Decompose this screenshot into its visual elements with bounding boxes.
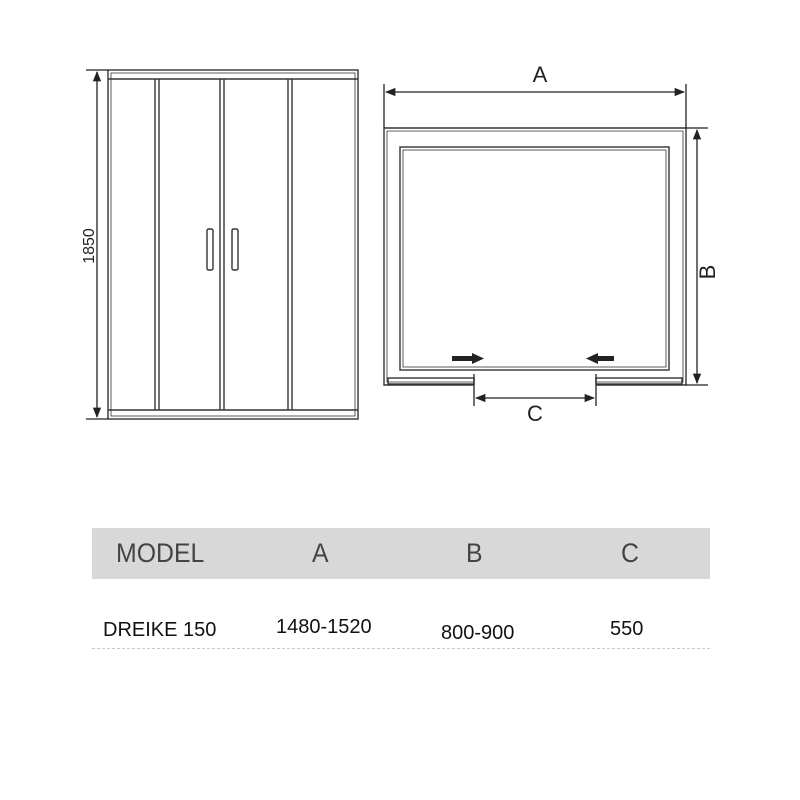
right-track bbox=[596, 378, 682, 384]
opening-label: C bbox=[527, 401, 543, 426]
front-frame bbox=[108, 70, 358, 419]
top-view-outline bbox=[384, 128, 686, 385]
top-view-inner-panel bbox=[400, 147, 669, 370]
top-view bbox=[384, 128, 686, 390]
table-row bbox=[92, 579, 710, 651]
slide-right-arrow bbox=[452, 353, 484, 364]
header-b: B bbox=[466, 538, 483, 568]
header-model: MODEL bbox=[116, 538, 205, 568]
header-c: C bbox=[621, 538, 639, 568]
width-dimension bbox=[384, 84, 686, 128]
spec-table bbox=[92, 528, 710, 651]
header-a: A bbox=[312, 538, 329, 568]
slide-left-arrow bbox=[586, 353, 614, 364]
cell-c: 550 bbox=[610, 618, 644, 640]
front-view bbox=[108, 70, 358, 419]
cell-model: DREIKE 150 bbox=[103, 619, 217, 641]
sliding-direction-arrows bbox=[452, 353, 614, 364]
cell-a: 1480-1520 bbox=[276, 616, 372, 638]
table-header bbox=[92, 528, 710, 579]
door-handle-right bbox=[232, 229, 238, 270]
width-label: A bbox=[532, 62, 548, 87]
cell-b: 800-900 bbox=[441, 622, 515, 644]
depth-dimension bbox=[686, 128, 708, 385]
door-handle-left bbox=[207, 229, 213, 270]
left-track bbox=[388, 378, 474, 384]
row-divider bbox=[92, 648, 710, 649]
height-label: 1850 bbox=[81, 228, 98, 264]
depth-label: B bbox=[695, 264, 720, 280]
